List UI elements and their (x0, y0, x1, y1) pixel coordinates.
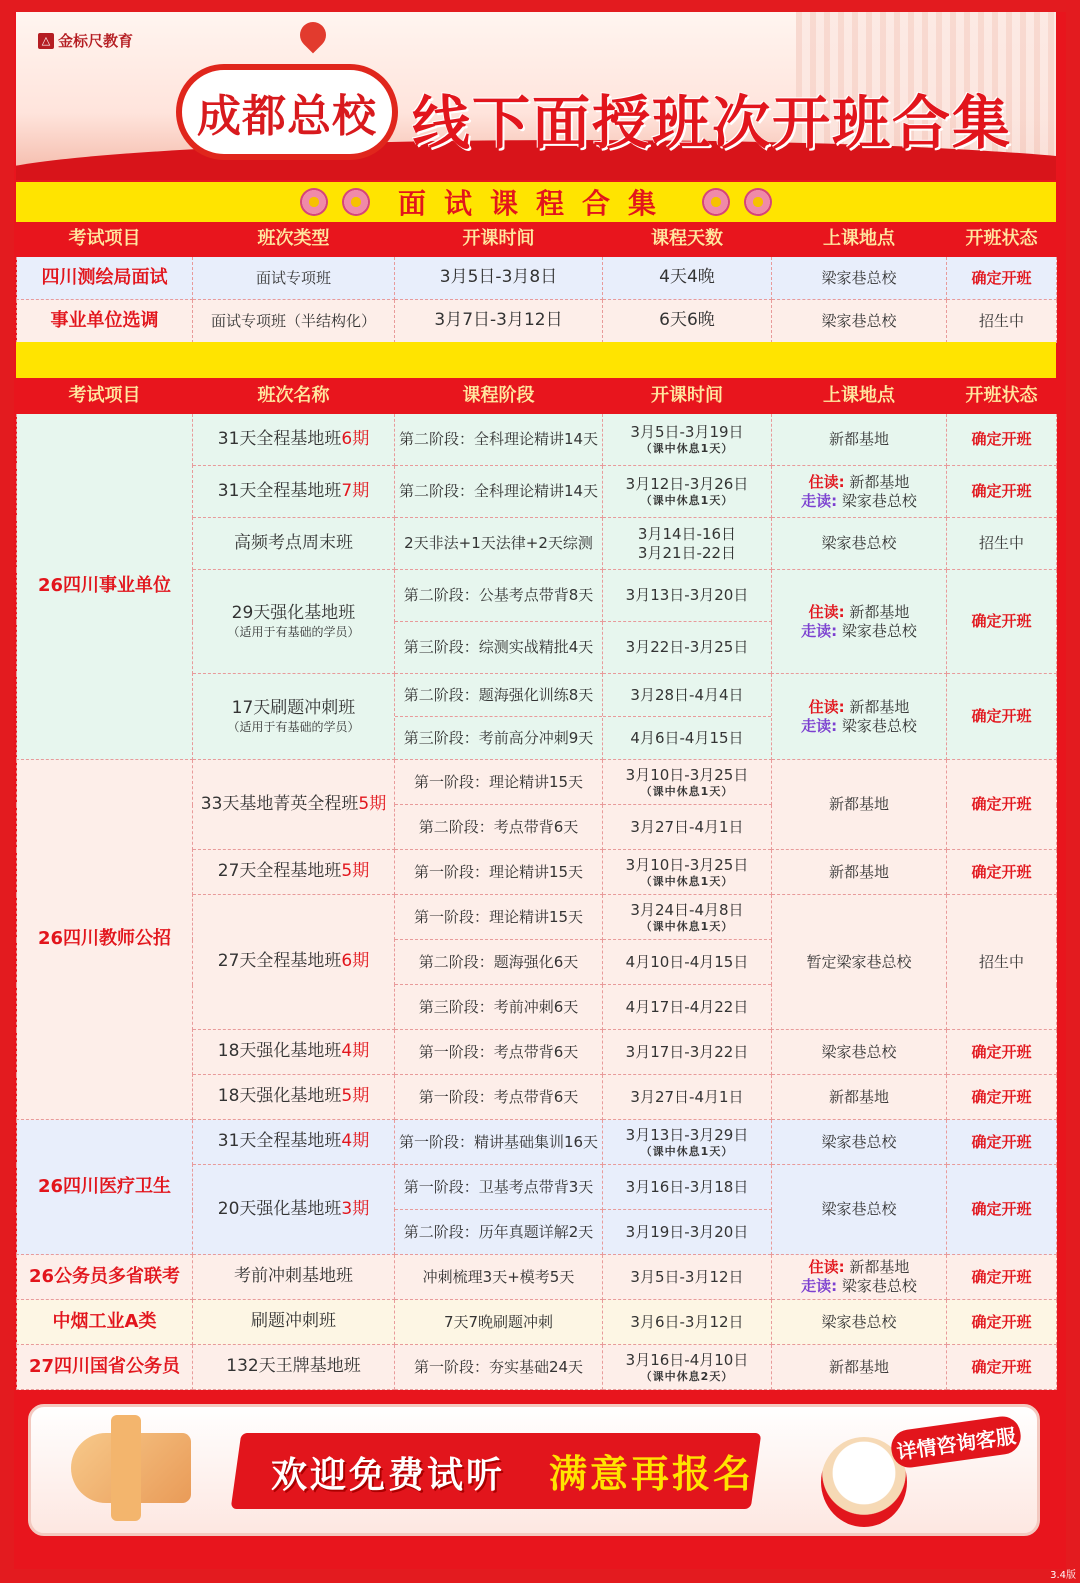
class-term: 6期 (341, 428, 370, 449)
airplane-illustration (71, 1433, 191, 1503)
status-badge: 确定开班 (947, 1120, 1057, 1165)
start-time: 3月19日-3月20日 (603, 1210, 772, 1255)
course-stage: 冲刺梳理3天+模考5天 (395, 1255, 603, 1300)
location: 新都基地 (772, 760, 947, 850)
col-header: 课程阶段 (395, 379, 603, 414)
status-badge: 确定开班 (947, 570, 1057, 674)
class-name (193, 466, 395, 518)
class-term: 5期 (358, 793, 387, 814)
class-name-text: 17天刷题冲刺班 (231, 698, 356, 719)
slogan-satisfied: 满意再报名 (549, 1452, 755, 1496)
start-time (603, 1345, 772, 1390)
time-text: 3月21日-22日 (637, 543, 737, 562)
class-note: （适用于有基础的学员） (227, 624, 360, 639)
time-text: 3月10日-3月25日 (625, 855, 749, 874)
divider-bar (16, 342, 1056, 378)
class-name (193, 414, 395, 466)
class-name (193, 570, 395, 674)
class-name-text: 27天全程基地班 (217, 951, 342, 972)
table-row (17, 760, 1057, 805)
footer-banner (28, 1404, 1040, 1536)
course-stage: 第二阶段：题海强化6天 (395, 940, 603, 985)
location-text: 梁家巷总校 (841, 716, 917, 735)
time-text: 3月10日-3月25日 (625, 765, 749, 784)
table-row (17, 1255, 1057, 1300)
version-label: 3.4版 (1050, 1570, 1076, 1581)
start-time: 4月17日-4月22日 (603, 985, 772, 1030)
class-name-text: 33天基地菁英全程班 (200, 793, 359, 814)
rest-note: （课中休息1天） (640, 874, 734, 888)
col-header: 班次名称 (193, 379, 395, 414)
rest-note: （课中休息1天） (640, 1144, 734, 1158)
status-badge: 确定开班 (947, 1075, 1057, 1120)
location: 新都基地 (772, 1075, 947, 1120)
status-badge: 确定开班 (947, 850, 1057, 895)
start-time: 3月27日-4月1日 (603, 805, 772, 850)
exam-project: 26四川事业单位 (17, 414, 193, 760)
location-text: 新都基地 (849, 602, 910, 621)
start-time: 4月10日-4月15日 (603, 940, 772, 985)
start-time: 3月5日-3月12日 (603, 1255, 772, 1300)
brand-logo (38, 30, 133, 51)
class-type: 面试专项班（半结构化） (193, 300, 395, 343)
class-name (193, 1075, 395, 1120)
location: 暂定梁家巷总校 (772, 895, 947, 1030)
table-row (17, 414, 1057, 466)
location-text: 新都基地 (849, 697, 910, 716)
location: 梁家巷总校 (772, 518, 947, 570)
course-stage: 第三阶段：综测实战精批4天 (395, 622, 603, 674)
rest-note: （课中休息1天） (640, 919, 734, 933)
campus-name: 成都总校 (197, 91, 377, 142)
start-time: 3月27日-4月1日 (603, 1075, 772, 1120)
location: 梁家巷总校 (772, 1030, 947, 1075)
flower-icon (744, 188, 772, 216)
col-header: 考试项目 (17, 223, 193, 257)
rest-note: （课中休息1天） (640, 494, 734, 507)
class-name: 132天王牌基地班 (193, 1345, 395, 1390)
time-text: 3月24日-4月8日 (630, 900, 744, 919)
start-time (603, 674, 772, 760)
location (772, 674, 947, 760)
section-title-bar (16, 182, 1056, 222)
start-time (603, 518, 772, 570)
class-name-text: 18天强化基地班 (217, 1086, 342, 1107)
class-name (193, 760, 395, 850)
col-header: 开课时间 (395, 223, 603, 257)
start-time: 3月6日-3月12日 (603, 1300, 772, 1345)
location: 梁家巷总校 (772, 1165, 947, 1255)
course-stage: 第二阶段：全科理论精讲14天 (395, 414, 603, 466)
exam-project: 26四川医疗卫生 (17, 1120, 193, 1255)
status-badge: 确定开班 (947, 257, 1057, 300)
section-title: 面试课程合集 (397, 187, 674, 220)
course-stage: 2天非法+1天法律+2天综测 (395, 518, 603, 570)
location: 梁家巷总校 (772, 300, 947, 343)
status-badge: 确定开班 (947, 1030, 1057, 1075)
course-stage (395, 674, 603, 760)
time-text: 3月28日-4月4日 (603, 674, 771, 717)
class-name-text: 31天全程基地班 (217, 480, 342, 501)
start-time: 3月5日-3月8日 (395, 257, 603, 300)
location-text: 梁家巷总校 (841, 621, 917, 640)
start-time (603, 850, 772, 895)
class-name-text: 29天强化基地班 (231, 603, 356, 624)
commute-label: 走读: (801, 621, 838, 640)
location: 新都基地 (772, 1345, 947, 1390)
status-badge: 确定开班 (947, 1255, 1057, 1300)
course-days: 4天4晚 (603, 257, 772, 300)
course-stage: 第一阶段：理论精讲15天 (395, 760, 603, 805)
status-badge: 确定开班 (947, 1165, 1057, 1255)
col-header: 上课地点 (772, 379, 947, 414)
course-stage: 第一阶段：考点带背6天 (395, 1030, 603, 1075)
class-term: 5期 (341, 1086, 370, 1107)
location: 梁家巷总校 (772, 1120, 947, 1165)
location-pin-icon (295, 17, 332, 54)
location: 新都基地 (772, 414, 947, 466)
header-banner (16, 12, 1056, 180)
exam-project: 中烟工业A类 (17, 1300, 193, 1345)
col-header: 班次类型 (193, 223, 395, 257)
rest-note: （课中休息2天） (640, 1369, 734, 1383)
time-text: 3月5日-3月19日 (630, 423, 744, 442)
commute-label: 走读: (801, 491, 838, 510)
class-name: 高频考点周末班 (193, 518, 395, 570)
course-table (16, 378, 1057, 1390)
course-stage: 第二阶段：历年真题详解2天 (395, 1210, 603, 1255)
status-badge: 招生中 (947, 895, 1057, 1030)
status-badge: 招生中 (947, 300, 1057, 343)
interview-table (16, 222, 1057, 343)
class-name (193, 674, 395, 760)
time-text: 3月12日-3月26日 (625, 475, 749, 494)
logo-icon: △ (38, 33, 54, 49)
class-term: 5期 (341, 861, 370, 882)
location (772, 1255, 947, 1300)
class-term: 4期 (341, 1131, 370, 1152)
boarding-label: 住读: (808, 602, 845, 621)
flower-icon (342, 188, 370, 216)
status-badge: 确定开班 (947, 414, 1057, 466)
col-header: 开班状态 (947, 379, 1057, 414)
class-name-text: 18天强化基地班 (217, 1041, 342, 1062)
class-term: 4期 (341, 1041, 370, 1062)
class-term: 3期 (341, 1198, 370, 1219)
start-time: 3月13日-3月20日 (603, 570, 772, 622)
boarding-label: 住读: (808, 697, 845, 716)
status-badge: 招生中 (947, 518, 1057, 570)
course-stage: 第三阶段：考前冲刺6天 (395, 985, 603, 1030)
start-time (603, 1120, 772, 1165)
class-name (193, 895, 395, 1030)
exam-project: 26四川教师公招 (17, 760, 193, 1120)
logo-text: 金标尺教育 (58, 32, 134, 50)
exam-project: 四川测绘局面试 (17, 257, 193, 300)
rest-note: （课中休息1天） (640, 442, 734, 455)
class-term: 7期 (341, 480, 370, 501)
location-text: 梁家巷总校 (841, 491, 917, 510)
location-text: 新都基地 (849, 1258, 910, 1277)
location: 新都基地 (772, 850, 947, 895)
status-badge: 确定开班 (947, 674, 1057, 760)
exam-project: 事业单位选调 (17, 300, 193, 343)
location-text: 新都基地 (849, 472, 910, 491)
time-text: 4月6日-4月15日 (630, 728, 744, 747)
course-stage: 第一阶段：夯实基础24天 (395, 1345, 603, 1390)
col-header: 上课地点 (772, 223, 947, 257)
start-time: 3月17日-3月22日 (603, 1030, 772, 1075)
start-time: 3月22日-3月25日 (603, 622, 772, 674)
location (772, 466, 947, 518)
class-name (193, 1030, 395, 1075)
time-text: 3月16日-4月10日 (625, 1350, 749, 1369)
boarding-label: 住读: (808, 1258, 845, 1277)
consult-button[interactable]: 详情咨询客服 (889, 1414, 1023, 1470)
col-header: 开课时间 (603, 379, 772, 414)
rest-note: （课中休息1天） (640, 784, 734, 798)
commute-label: 走读: (801, 1277, 838, 1295)
class-name (193, 1165, 395, 1255)
start-time (603, 466, 772, 518)
stage-text: 第三阶段：考前高分冲刺9天 (403, 728, 594, 747)
page-title: 线下面授班次开班合集 (412, 89, 1013, 157)
exam-project: 27四川国省公务员 (17, 1345, 193, 1390)
course-stage: 第一阶段：卫基考点带背3天 (395, 1165, 603, 1210)
col-header: 考试项目 (17, 379, 193, 414)
time-text: 3月14日-16日 (637, 524, 737, 543)
status-badge: 确定开班 (947, 1300, 1057, 1345)
status-badge: 确定开班 (947, 760, 1057, 850)
table-row (17, 1300, 1057, 1345)
boarding-label: 住读: (808, 472, 845, 491)
course-stage: 第二阶段：公基考点带背8天 (395, 570, 603, 622)
course-stage: 第二阶段：全科理论精讲14天 (395, 466, 603, 518)
course-days: 6天6晚 (603, 300, 772, 343)
start-time (603, 895, 772, 940)
start-time (603, 760, 772, 805)
status-badge: 确定开班 (947, 1345, 1057, 1390)
class-name-text: 31天全程基地班 (217, 1131, 342, 1152)
col-header: 课程天数 (603, 223, 772, 257)
table-row (17, 300, 1057, 343)
location-text: 梁家巷总校 (841, 1277, 917, 1295)
location: 梁家巷总校 (772, 257, 947, 300)
location (772, 570, 947, 674)
flower-icon (702, 188, 730, 216)
time-text: 3月13日-3月29日 (625, 1125, 749, 1144)
class-name: 刷题冲刺班 (193, 1300, 395, 1345)
class-note: （适用于有基础的学员） (227, 719, 360, 734)
start-time: 3月16日-3月18日 (603, 1165, 772, 1210)
course-stage: 7天7晚刷题冲刺 (395, 1300, 603, 1345)
class-name (193, 850, 395, 895)
start-time (603, 414, 772, 466)
stage-text: 第二阶段：题海强化训练8天 (395, 674, 602, 717)
slogan-free-trial: 欢迎免费试听 (271, 1455, 506, 1496)
status-badge: 确定开班 (947, 466, 1057, 518)
course-stage: 第一阶段：理论精讲15天 (395, 895, 603, 940)
course-stage: 第一阶段：理论精讲15天 (395, 850, 603, 895)
exam-project: 26公务员多省联考 (17, 1255, 193, 1300)
class-name-text: 20天强化基地班 (217, 1198, 342, 1219)
table-row (17, 1120, 1057, 1165)
table-row (17, 257, 1057, 300)
flower-icon (300, 188, 328, 216)
class-type: 面试专项班 (193, 257, 395, 300)
start-time: 3月7日-3月12日 (395, 300, 603, 343)
class-name-text: 31天全程基地班 (217, 428, 342, 449)
commute-label: 走读: (801, 716, 838, 735)
class-name (193, 1120, 395, 1165)
campus-badge (176, 64, 398, 160)
table-row (17, 1345, 1057, 1390)
course-stage: 第一阶段：考点带背6天 (395, 1075, 603, 1120)
class-name-text: 27天全程基地班 (217, 861, 342, 882)
class-name: 考前冲刺基地班 (193, 1255, 395, 1300)
course-stage: 第一阶段：精讲基础集训16天 (395, 1120, 603, 1165)
col-header: 开班状态 (947, 223, 1057, 257)
course-stage: 第二阶段：考点带背6天 (395, 805, 603, 850)
location: 梁家巷总校 (772, 1300, 947, 1345)
class-term: 6期 (341, 951, 370, 972)
